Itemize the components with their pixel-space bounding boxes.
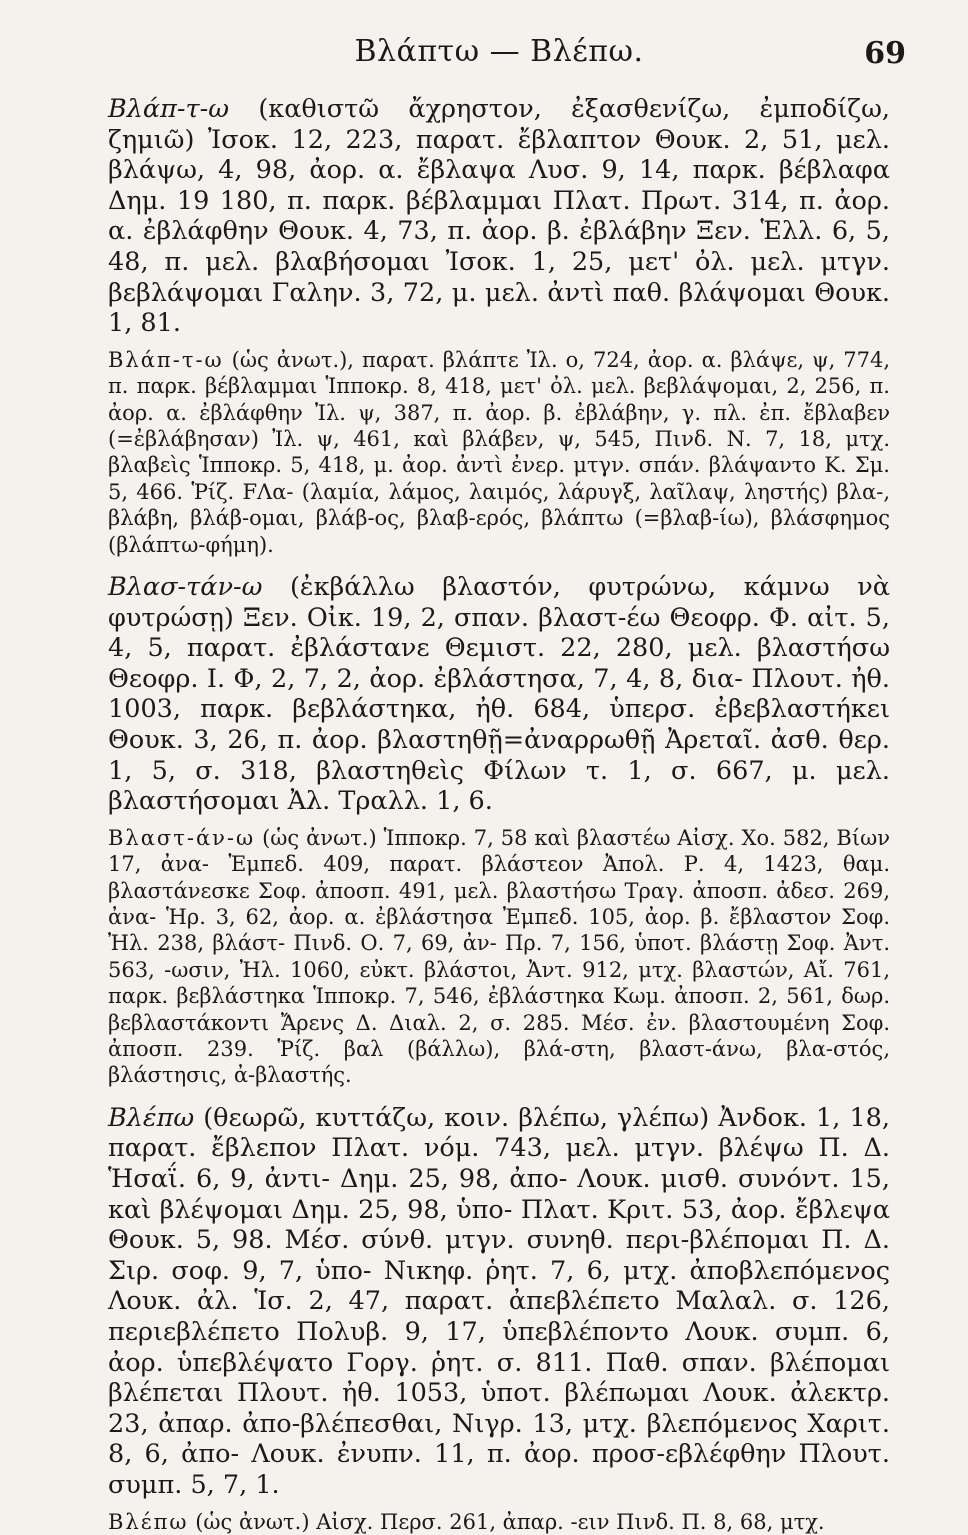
entry-blastano [108, 572, 890, 817]
subentry-blastano-poetic [108, 825, 890, 1089]
entry-blepo [108, 1103, 890, 1501]
page-number: 69 [864, 36, 906, 71]
running-head [108, 28, 906, 80]
entry-text: (θεωρῶ, κυττάζω, κοιν. βλέπω, γλέπω) Ἀνδοκ. 1, 18, παρατ. ἔβλεπον Πλατ. νόμ. 743, μελ. μτγν. βλέψω Π. Δ. Ἡσαΐ. 6, 9, ἀντι- Δημ. 25, 98, ἀπο- Λουκ. μισθ. συνόντ. 15, καὶ βλέψομαι Δημ. 25, 98, ὑπο- Πλατ. Κριτ. 53, ἀορ. ἔβλεψα Θουκ. 5, 98. Μέσ. σύνθ. μτγν. συνηθ. περι-βλέπομαι Π. Δ. Σιρ. σοφ. 9, 7, ὑπο- Νικηφ. ῥητ. 7, 6, μτχ. ἀποβλεπόμενος Λουκ. ἀλ. Ἱσ. 2, 47, παρατ. ἀπεβλέπετο Μαλαλ. σ. 126, περιεβλέπετο Πολυβ. 9, 17, ὑπεβλέποντο Λουκ. συμπ. 6, ἀορ. ὑπεβλέψατο Γοργ. ῥητ. σ. 811. Παθ. σπαν. βλέπομαι βλέπεται Πλουτ. ἠθ. 1053, ὑποτ. βλέπωμαι Λουκ. ἀλεκτρ. 23, ἀπαρ. ἀπο-βλέπεσθαι, Νιγρ. 13, μτχ. βλεπόμενος Χαριτ. 8, 6, ἀπο- Λουκ. ἐνυπν. 11, π. ἀορ. προσ-εβλέφθην Πλουτ. συμπ. 5, 7, 1. [108, 1102, 890, 1500]
entry-lemma: Βλάπ-τ-ω [108, 94, 230, 124]
entry-lemma: Βλάπ-τ-ω [108, 347, 224, 372]
entry-lemma: Βλέπω [108, 1509, 189, 1534]
entry-blapto [108, 94, 890, 339]
running-title: Βλάπτω — Βλέπω. [354, 34, 644, 69]
entry-text: (ὡς ἀνωτ.), παρατ. βλάπτε Ἰλ. ο, 724, ἀορ. α. βλάψε, ψ, 774, π. παρκ. βέβλαμμαι Ἱπποκρ. 8, 418, μετ' ὀλ. μελ. βεβλάψομαι, 2, 256, π. ἀορ. α. ἐβλάφθην Ἰλ. ψ, 387, π. ἀορ. β. ἐβλάβην, γ. πλ. ἐπ. ἔβλαβεν (=ἐβλάβησαν) Ἰλ. ψ, 461, καὶ βλάβεν, ψ, 545, Πινδ. Ν. 7, 18, μτχ. βλαβεὶς Ἱπποκρ. 5, 418, μ. ἀορ. ἀντὶ ἐνερ. μτγν. σπάν. βλάψαντο Κ. Σμ. 5, 466. Ῥίζ. FΛα- (λαμία, λάμος, λαιμός, λάρυγξ, λαῖλαψ, ληστής) βλα-, βλάβη, βλάβ-ομαι, βλάβ-ος, βλαβ-ερός, βλάπτω (=βλαβ-ίω), βλάσφημος (βλάπτω-φήμη). [108, 347, 890, 557]
entry-text: (ὡς ἀνωτ.) Ἱπποκρ. 7, 58 καὶ βλαστέω Αἰσχ. Χο. 582, Βίων 17, ἀνα- Ἐμπεδ. 409, παρατ. βλάστεον Ἀπολ. Ρ. 4, 1423, θαμ. βλαστάνεσκε Σοφ. ἀποσπ. 491, μελ. βλαστήσω Τραγ. ἀποσπ. ἀδεσ. 269, ἀνα- Ἡρ. 3, 62, ἀορ. α. ἐβλάστησα Ἐμπεδ. 105, ἀορ. β. ἔβλαστον Σοφ. Ἠλ. 238, βλάστ- Πινδ. Ο. 7, 69, ἀν- Πρ. 7, 156, ὑποτ. βλάστῃ Σοφ. Ἀντ. 563, -ωσιν, Ἠλ. 1060, εὐκτ. βλάστοι, Ἀντ. 912, μτχ. βλαστών, Αἴ. 761, παρκ. βεβλάστηκα Ἱπποκρ. 7, 546, ἐβλάστηκα Κωμ. ἀποσπ. 2, 561, δωρ. βεβλαστάκοντι Ἄρενς Δ. Διαλ. 2, σ. 285. Μέσ. ἐν. βλαστουμένη Σοφ. ἀποσπ. 239. Ῥίζ. βαλ (βάλλω), βλά-στη, βλαστ-άνω, βλα-στός, βλάστησις, ἀ-βλαστής. [108, 825, 890, 1088]
entry-text: (καθιστῶ ἄχρηστον, ἐξασθενίζω, ἐμποδίζω, ζημιῶ) Ἰσοκ. 12, 223, παρατ. ἔβλαπτον Θουκ. 2, 51, μελ. βλάψω, 4, 98, ἀορ. α. ἔβλαψα Λυσ. 9, 14, παρκ. βέβλαφα Δημ. 19 180, π. παρκ. βέβλαμμαι Πλατ. Πρωτ. 314, π. ἀορ. α. ἐβλάφθην Θουκ. 4, 73, π. ἀορ. β. ἐβλάβην Ξεν. Ἑλλ. 6, 5, 48, π. μελ. βλαβήσομαι Ἰσοκ. 1, 25, μετ' ὀλ. μελ. μτγν. βεβλάψομαι Γαλην. 3, 72, μ. μελ. ἀντὶ παθ. βλάψομαι Θουκ. 1, 81. [108, 94, 890, 339]
entry-lemma: Βλασ-τάν-ω [108, 572, 263, 602]
subentry-blepo-poetic [108, 1509, 890, 1535]
entry-text: (ὡς ἀνωτ.) Αἰσχ. Περσ. 261, ἀπαρ. -ειν Πινδ. Π. 8, 68, μτχ. [188, 1509, 825, 1534]
entry-lemma: Βλέπω [108, 1102, 195, 1133]
entry-lemma: Βλαστ-άν-ω [108, 825, 256, 850]
entry-text: (ἐκβάλλω βλαστόν, φυτρώνω, κάμνω νὰ φυτρώσῃ) Ξεν. Οἰκ. 19, 2, σπαν. βλαστ-έω Θεοφρ. Φ. αἰτ. 5, 4, 5, παρατ. ἐβλάστανε Θεμιστ. 22, 280, μελ. βλαστήσω Θεοφρ. Ι. Φ, 2, 7, 2, ἀορ. ἐβλάστησα, 7, 4, 8, δια- Πλουτ. ἠθ. 1003, παρκ. βεβλάστηκα, ἠθ. 684, ὑπερσ. ἐβεβλαστήκει Θουκ. 3, 26, π. ἀορ. βλαστηθῇ=ἀναρρωθῇ Ἀρεταῖ. ἀσθ. θερ. 1, 5, σ. 318, βλαστηθεὶς Φίλων τ. 1, σ. 667, μ. μελ. βλαστήσομαι Ἀλ. Τραλλ. 1, 6. [108, 572, 890, 817]
subentry-blapto-epic [108, 347, 890, 558]
